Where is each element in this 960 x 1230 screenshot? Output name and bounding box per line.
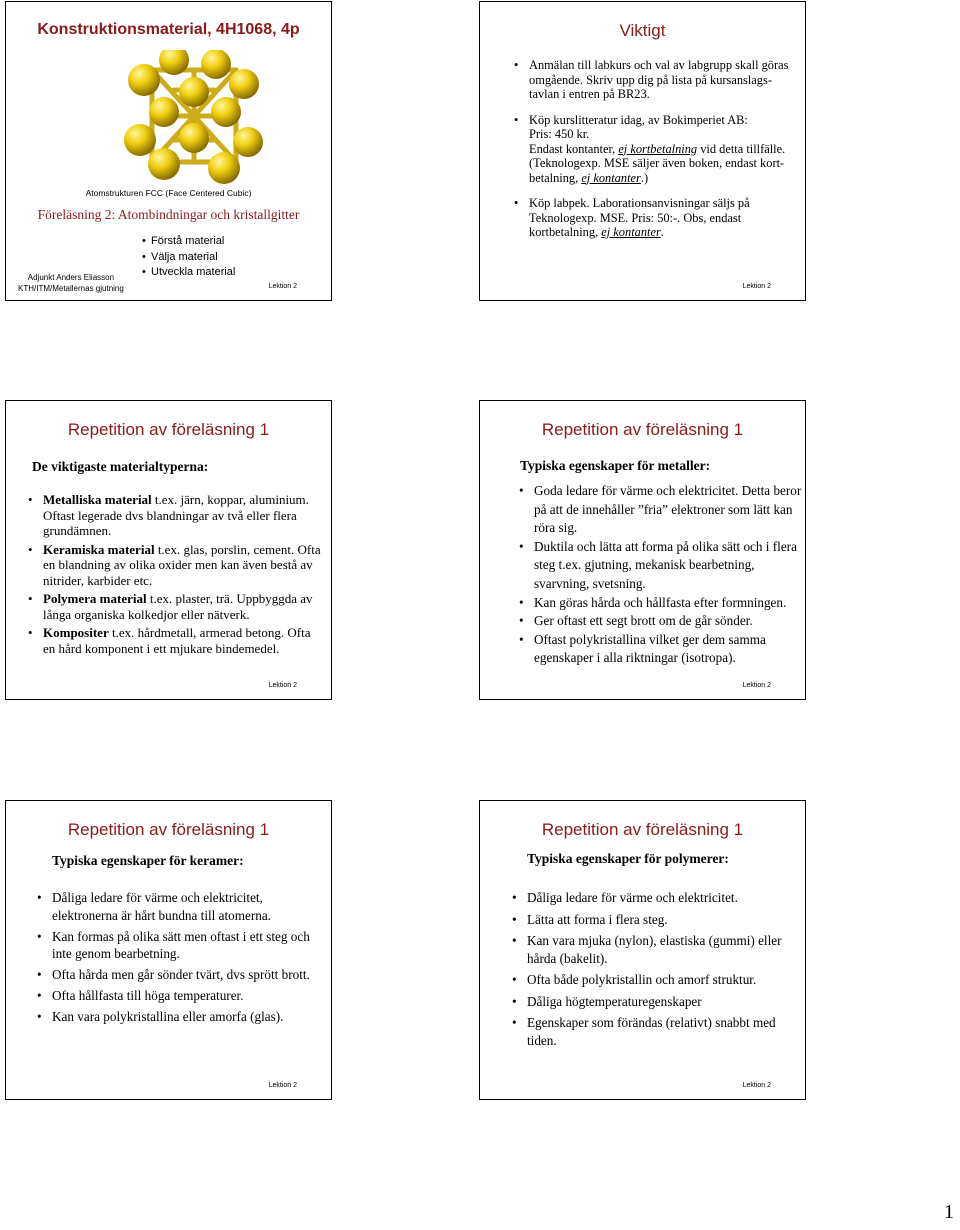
- term: Kompositer: [43, 625, 109, 640]
- slide-footer: Lektion 2: [268, 682, 297, 689]
- list-item: • Ofta hårda men går sönder tvärt, dvs sprött brott.: [35, 966, 330, 984]
- list-item: • Kan vara polykristallina eller amorfa (glas).: [35, 1008, 330, 1026]
- bullet-list: [517, 482, 802, 668]
- slide-6: [479, 800, 806, 1100]
- text-line: [529, 142, 802, 157]
- list-item: • Lätta att forma i flera steg.: [510, 911, 805, 929]
- list-item: • Utveckla material: [142, 265, 235, 281]
- bullet-list: [35, 889, 330, 1029]
- slide-title: Repetition av föreläsning 1: [67, 820, 270, 839]
- text-span: .: [660, 225, 664, 239]
- list-item: [26, 492, 326, 539]
- slide-footer: Lektion 2: [268, 1082, 297, 1089]
- text-line: Pris: 450 kr.: [529, 127, 590, 141]
- goals-list: [142, 234, 235, 281]
- slide-subtitle: Föreläsning 2: Atombindningar och kristallgitter: [37, 207, 300, 222]
- list-item: • Dåliga ledare för värme och elektricitet.: [510, 889, 805, 907]
- text-line: [529, 156, 802, 185]
- fcc-crystal-image: [124, 50, 264, 186]
- list-item: • Ger oftast ett segt brott om de går sönder.: [517, 612, 802, 631]
- list-item: • Förstå material: [142, 234, 235, 250]
- description: t.ex. plaster, trä. Uppbyggda av långa organiska kolkedjor eller nätverk.: [43, 591, 313, 622]
- list-item: • Dåliga högtemperaturegenskaper: [510, 993, 805, 1011]
- image-caption: Atomstrukturen FCC (Face Centered Cubic): [85, 188, 252, 198]
- bullet-list: [510, 889, 805, 1053]
- slide-4: [479, 400, 806, 700]
- slide-2: [479, 1, 806, 301]
- list-item: [512, 113, 802, 186]
- term: Keramiska material: [43, 541, 155, 557]
- text-line: • Köp kurslitteratur idag, av Bokimperiet AB:: [529, 112, 748, 127]
- list-item: [512, 196, 802, 240]
- underlined-text: ej kontanter: [581, 170, 641, 185]
- underlined-text: ej kortbetalning: [618, 141, 698, 156]
- list-item: • Goda ledare för värme och elektricitet. Detta beror på att de innehåller ”fria” elektroner som lätt kan röra sig.: [517, 482, 802, 538]
- list-item: • Oftast polykristallina vilket ger dem samma egenskaper i alla riktningar (isotropa).: [517, 631, 802, 668]
- text-span: .): [640, 170, 649, 185]
- list-item: • Välja material: [142, 250, 235, 266]
- slide-title: Viktigt: [619, 21, 666, 40]
- description: t.ex. järn, koppar, aluminium. Oftast legerade dvs blandningar av två eller flera grundämnen.: [43, 492, 309, 538]
- list-item: • Duktila och lätta att forma på olika sätt och i flera steg t.ex. gjutning, mekanisk bearbetning, svarvning, svetsning.: [517, 538, 802, 594]
- slide-1: [5, 1, 332, 301]
- slide-title: Repetition av föreläsning 1: [541, 420, 744, 439]
- list-item: • Kan formas på olika sätt men oftast i ett steg och inte genom bearbetning.: [35, 928, 330, 963]
- author-block: [18, 272, 124, 294]
- slide-heading: Typiska egenskaper för metaller:: [520, 458, 711, 473]
- bullet-list: [26, 492, 326, 659]
- slide-title: Repetition av föreläsning 1: [67, 420, 270, 439]
- slide-heading: Typiska egenskaper för keramer:: [52, 853, 244, 868]
- slide-footer: Lektion 2: [742, 682, 771, 689]
- text-span: vid detta tillfälle.: [697, 141, 786, 156]
- slide-footer: Lektion 2: [742, 1082, 771, 1089]
- description: t.ex. glas, porslin, cement. Ofta en blandning av olika oxider men kan även bestå av nitrider, karbider etc.: [43, 541, 321, 588]
- bullet-list: [512, 58, 802, 240]
- slide-3: [5, 400, 332, 700]
- list-item: • Kan göras hårda och hållfasta efter formningen.: [517, 594, 802, 613]
- list-item: • Anmälan till labkurs och val av labgrupp skall göras omgående. Skriv upp dig på lista på kursanslags-tavlan i entren på BR23.: [512, 58, 802, 102]
- list-item: • Kan vara mjuka (nylon), elastiska (gummi) eller hårda (bakelit).: [510, 932, 805, 967]
- list-item: [26, 591, 326, 622]
- underlined-text: ej kontanter: [601, 225, 661, 239]
- slide-title: Repetition av föreläsning 1: [541, 820, 744, 839]
- list-item: [26, 542, 326, 589]
- list-item: • Ofta hållfasta till höga temperaturer.: [35, 987, 330, 1005]
- text-span: Endast kontanter,: [529, 141, 619, 156]
- text-span: (Teknologexp. MSE säljer även boken, endast kort-betalning,: [529, 156, 785, 185]
- page-number: 1: [944, 1201, 954, 1223]
- text-span: Köp labpek. Laborationsanvisningar säljs på Teknologexp. MSE. Pris: 50:-. Obs, endast kortbetalning,: [529, 196, 750, 239]
- term: Polymera material: [43, 591, 147, 606]
- list-item: • Egenskaper som förändas (relativt) snabbt med tiden.: [510, 1014, 805, 1049]
- slide-title: Konstruktionsmaterial, 4H1068, 4p: [37, 21, 300, 38]
- term: Metalliska material: [43, 492, 152, 507]
- list-item: [26, 625, 326, 656]
- list-item: • Ofta både polykristallin och amorf struktur.: [510, 971, 805, 989]
- description: t.ex. hårdmetall, armerad betong. Ofta en hård komponent i ett mjukare bindemedel.: [43, 625, 311, 656]
- list-item: • Dåliga ledare för värme och elektricitet, elektronerna är hårt bundna till atomerna.: [35, 889, 330, 924]
- slide-footer: Lektion 2: [742, 283, 771, 290]
- slide-heading: De viktigaste materialtyperna:: [32, 459, 209, 474]
- slide-heading: Typiska egenskaper för polymerer:: [527, 851, 729, 866]
- slide-footer: Lektion 2: [268, 283, 297, 290]
- author-affiliation: KTH/ITM/Metallernas gjutning: [18, 284, 124, 293]
- author-name: Adjunkt Anders Eliasson: [27, 273, 115, 282]
- slide-5: [5, 800, 332, 1100]
